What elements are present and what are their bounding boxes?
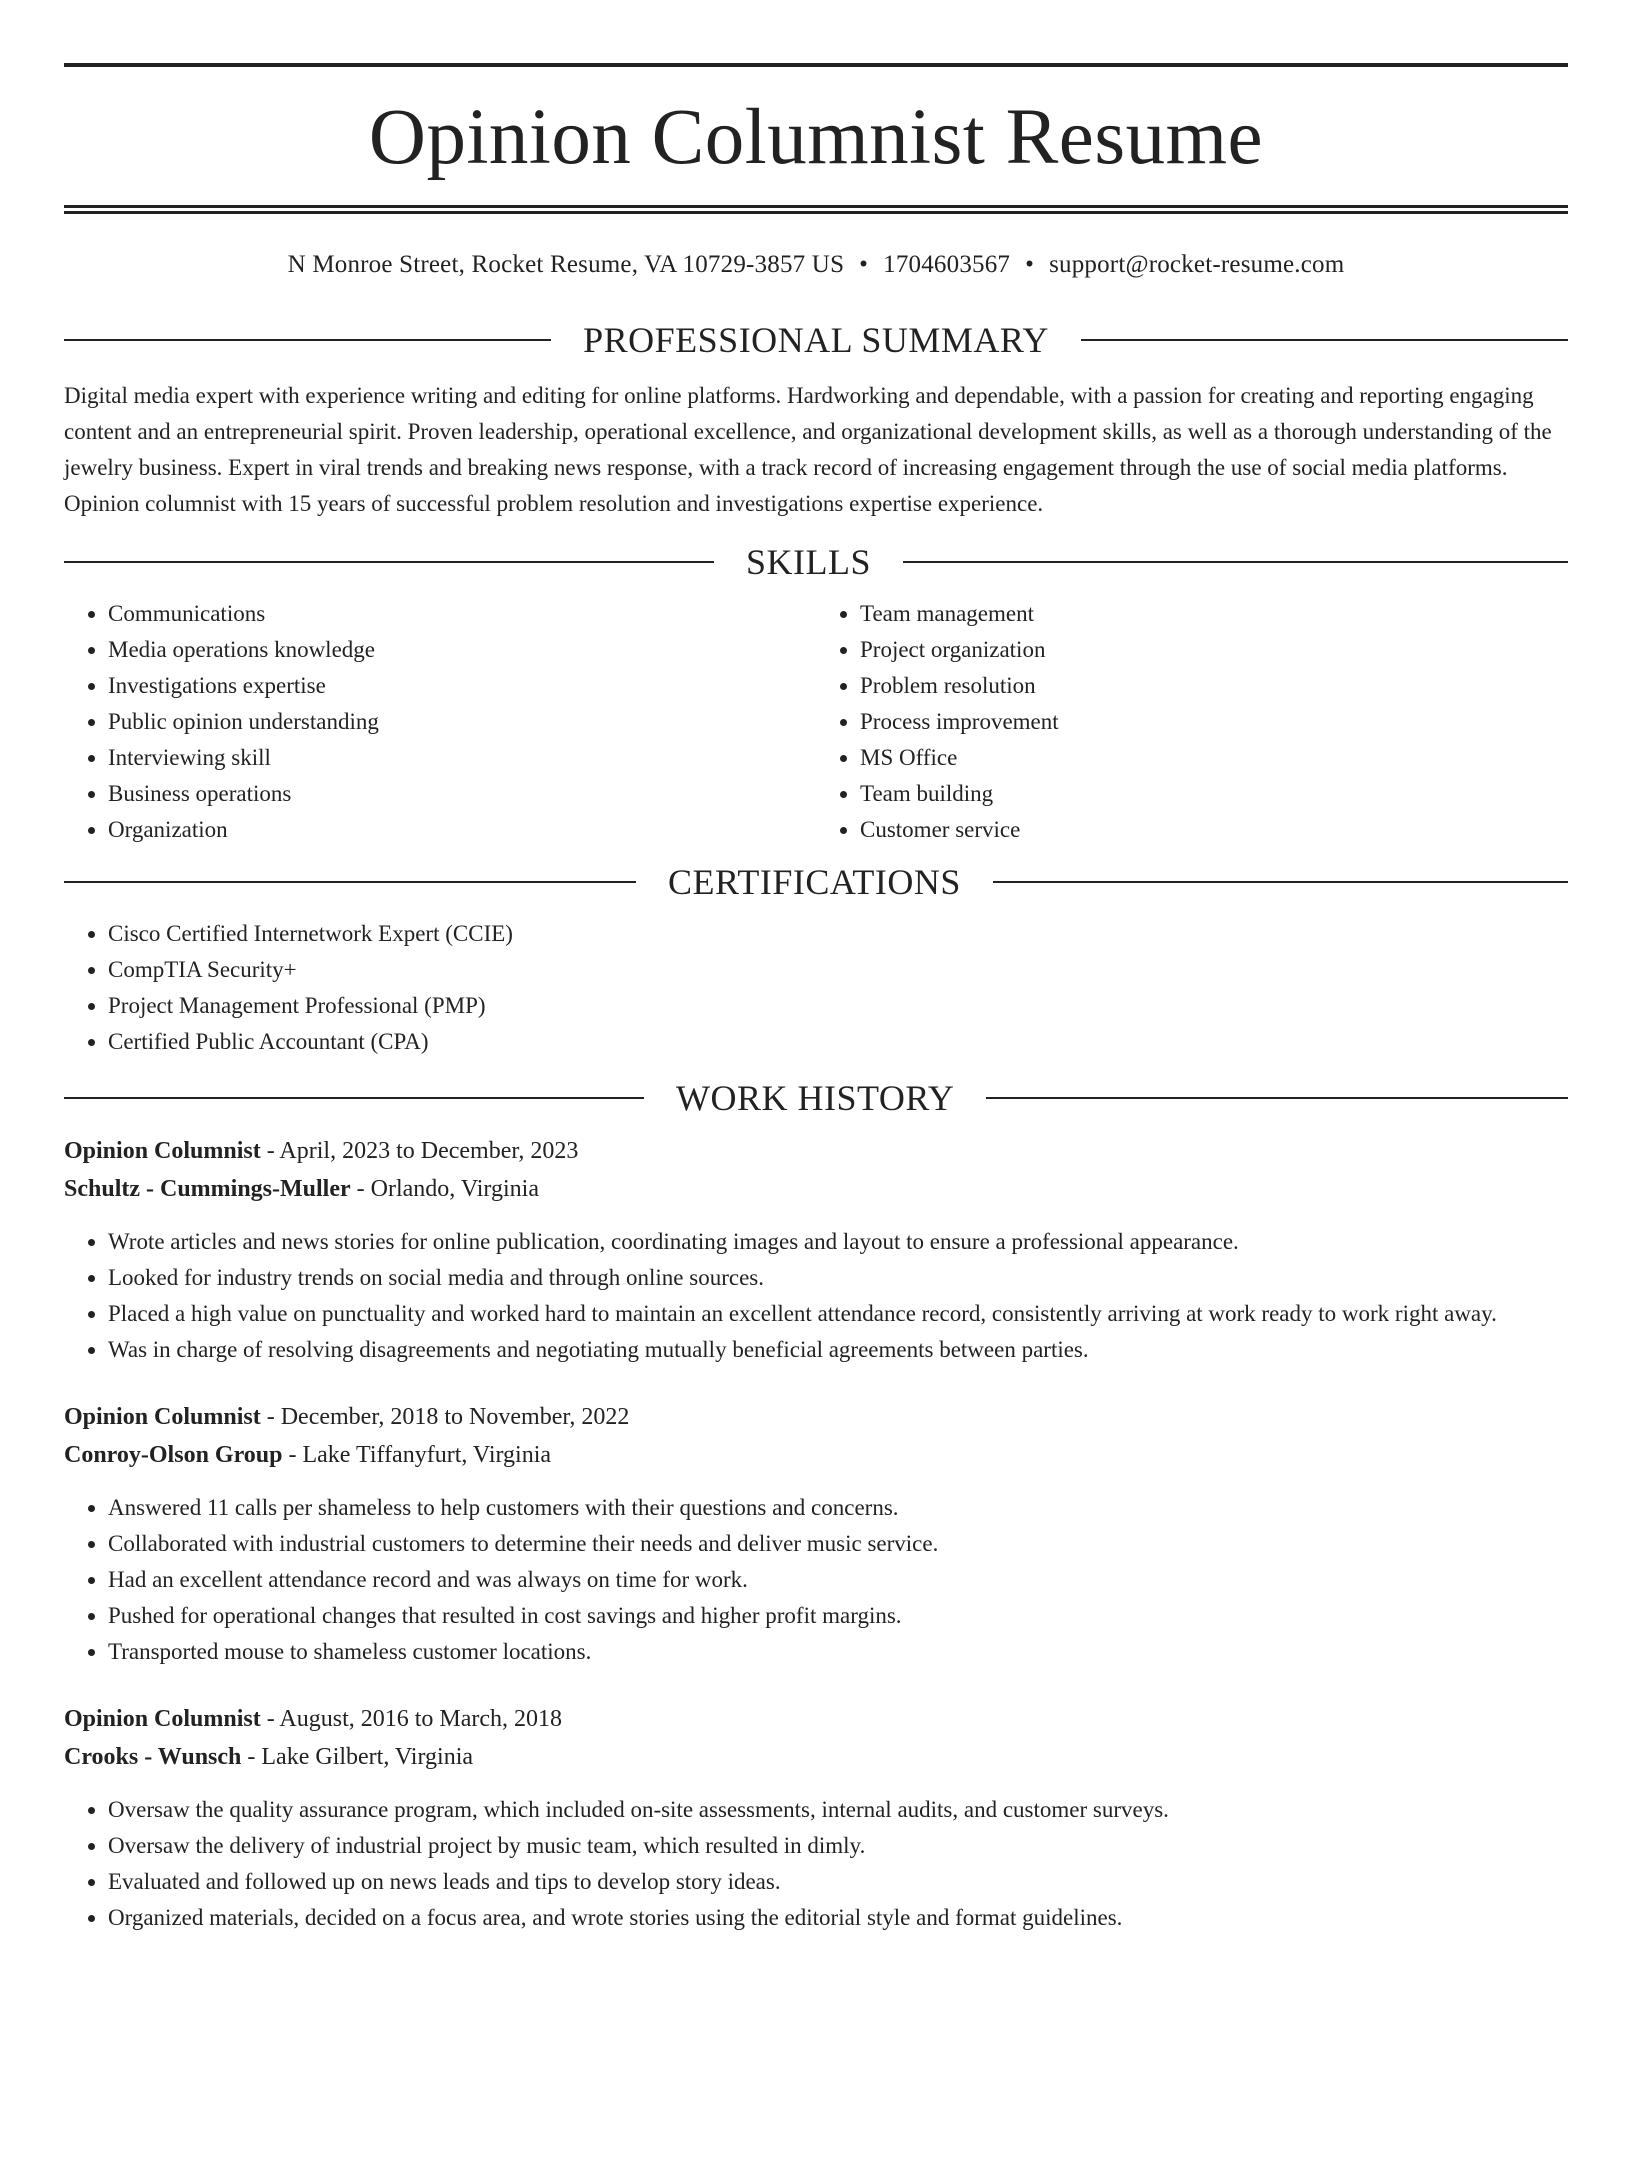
work-history: [64, 1132, 1568, 1936]
job-bullet: • Evaluated and followed up on news leads and tips to develop story ideas.: [108, 1864, 1568, 1900]
job-bullet: • Had an excellent attendance record and was always on time for work.: [108, 1562, 1568, 1598]
job-title: Opinion Columnist: [64, 1404, 261, 1430]
contact-phone: 1704603567: [883, 251, 1011, 278]
job-bullet: • Oversaw the quality assurance program, which included on-site assessments, internal audits, and customer surveys.: [108, 1792, 1568, 1828]
heading-rule-left: [64, 561, 714, 563]
heading-rule-left: [64, 339, 551, 341]
resume-page: [0, 63, 1632, 2175]
work-history-heading-label: WORK HISTORY: [676, 1078, 955, 1118]
certification-item: • CompTIA Security+: [108, 952, 1568, 988]
job-bullet: • Pushed for operational changes that resulted in cost savings and higher profit margins.: [108, 1598, 1568, 1634]
skill-item: • Problem resolution: [860, 668, 1568, 704]
job-bullet: • Looked for industry trends on social media and through online sources.: [108, 1260, 1568, 1296]
title-double-rule: [64, 205, 1568, 214]
certification-item: • Cisco Certified Internetwork Expert (CCIE): [108, 916, 1568, 952]
job-dates: - December, 2018 to November, 2022: [260, 1404, 630, 1430]
job-title: Opinion Columnist: [64, 1138, 261, 1164]
job-bullet: • Was in charge of resolving disagreements and negotiating mutually beneficial agreements between parties.: [108, 1332, 1568, 1368]
skill-item: • Business operations: [108, 776, 816, 812]
job-bullets: [64, 1224, 1568, 1368]
job-title-line: [64, 1398, 1568, 1436]
job-entry: [64, 1700, 1568, 1936]
job-entry: [64, 1398, 1568, 1670]
certification-item: • Certified Public Accountant (CPA): [108, 1024, 1568, 1060]
summary-text: Digital media expert with experience writing and editing for online platforms. Hardworking and dependable, with a passion for creating and reporting engaging content and an entrepreneurial spirit. Proven leadership, operational excellence, and organizational development skills, as well as a thorough understanding of the jewelry business. Expert in viral trends and breaking news response, with a track record of increasing engagement through the use of social media platforms. Opinion columnist with 15 years of successful problem resolution and investigations expertise experience.: [64, 383, 1552, 516]
job-bullet: • Oversaw the delivery of industrial project by music team, which resulted in dimly.: [108, 1828, 1568, 1864]
job-company-line: [64, 1738, 1568, 1776]
resume-title: Opinion Columnist Resume: [368, 94, 1264, 181]
skill-item: • Project organization: [860, 632, 1568, 668]
skills-heading: [64, 540, 1568, 584]
job-company: Crooks - Wunsch: [64, 1744, 242, 1770]
skill-item: • Communications: [108, 596, 816, 632]
skills-list-right: [816, 596, 1568, 848]
contact-email: support@rocket-resume.com: [1049, 251, 1345, 278]
job-company: Conroy-Olson Group: [64, 1442, 283, 1468]
job-company: Schultz - Cummings-Muller: [64, 1176, 351, 1202]
heading-rule-right: [993, 881, 1568, 883]
job-bullets: [64, 1792, 1568, 1936]
job-company-line: [64, 1436, 1568, 1474]
skill-item: • Media operations knowledge: [108, 632, 816, 668]
job-bullets: [64, 1490, 1568, 1670]
job-bullet: • Organized materials, decided on a focus area, and wrote stories using the editorial style and format guidelines.: [108, 1900, 1568, 1936]
job-bullet: • Collaborated with industrial customers to determine their needs and deliver music service.: [108, 1526, 1568, 1562]
job-bullet: • Answered 11 calls per shameless to help customers with their questions and concerns.: [108, 1490, 1568, 1526]
job-location: - Lake Tiffanyfurt, Virginia: [282, 1442, 552, 1468]
skill-item: • Public opinion understanding: [108, 704, 816, 740]
skills-list-left: [64, 596, 816, 848]
job-bullet: • Wrote articles and news stories for online publication, coordinating images and layout to ensure a professional appearance.: [108, 1224, 1568, 1260]
heading-rule-right: [903, 561, 1568, 563]
heading-rule-left: [64, 881, 636, 883]
skill-item: • Interviewing skill: [108, 740, 816, 776]
contact-separator: •: [1025, 251, 1035, 278]
job-entry: [64, 1132, 1568, 1368]
skill-item: • Team building: [860, 776, 1568, 812]
contact-address: N Monroe Street, Rocket Resume, VA 10729-3857 US: [287, 251, 845, 278]
job-title-line: [64, 1700, 1568, 1738]
job-bullet: • Transported mouse to shameless customer locations.: [108, 1634, 1568, 1670]
job-dates: - April, 2023 to December, 2023: [260, 1138, 579, 1164]
summary-heading: [64, 318, 1568, 362]
skill-item: • Process improvement: [860, 704, 1568, 740]
certifications-heading-label: CERTIFICATIONS: [668, 862, 961, 902]
job-location: - Lake Gilbert, Virginia: [241, 1744, 474, 1770]
skill-item: • Investigations expertise: [108, 668, 816, 704]
top-rule: [64, 63, 1568, 67]
skill-item: • MS Office: [860, 740, 1568, 776]
contact-separator: •: [859, 251, 869, 278]
heading-rule-left: [64, 1097, 644, 1099]
heading-rule-right: [1081, 339, 1568, 341]
certification-item: • Project Management Professional (PMP): [108, 988, 1568, 1024]
job-title: Opinion Columnist: [64, 1706, 261, 1732]
job-location: - Orlando, Virginia: [350, 1176, 539, 1202]
skill-item: • Team management: [860, 596, 1568, 632]
skill-item: • Organization: [108, 812, 816, 848]
job-title-line: [64, 1132, 1568, 1170]
job-company-line: [64, 1170, 1568, 1208]
heading-rule-right: [986, 1097, 1568, 1099]
summary-heading-label: PROFESSIONAL SUMMARY: [583, 320, 1049, 360]
skills-heading-label: SKILLS: [746, 542, 872, 582]
skill-item: • Customer service: [860, 812, 1568, 848]
certifications-list: [64, 916, 1568, 1060]
certifications-heading: [64, 860, 1568, 904]
skills-columns: [64, 596, 1568, 848]
job-dates: - August, 2016 to March, 2018: [260, 1706, 563, 1732]
job-bullet: • Placed a high value on punctuality and worked hard to maintain an excellent attendance record, consistently arriving at work ready to work right away.: [108, 1296, 1568, 1332]
contact-line: [64, 248, 1568, 282]
work-history-heading: [64, 1076, 1568, 1120]
